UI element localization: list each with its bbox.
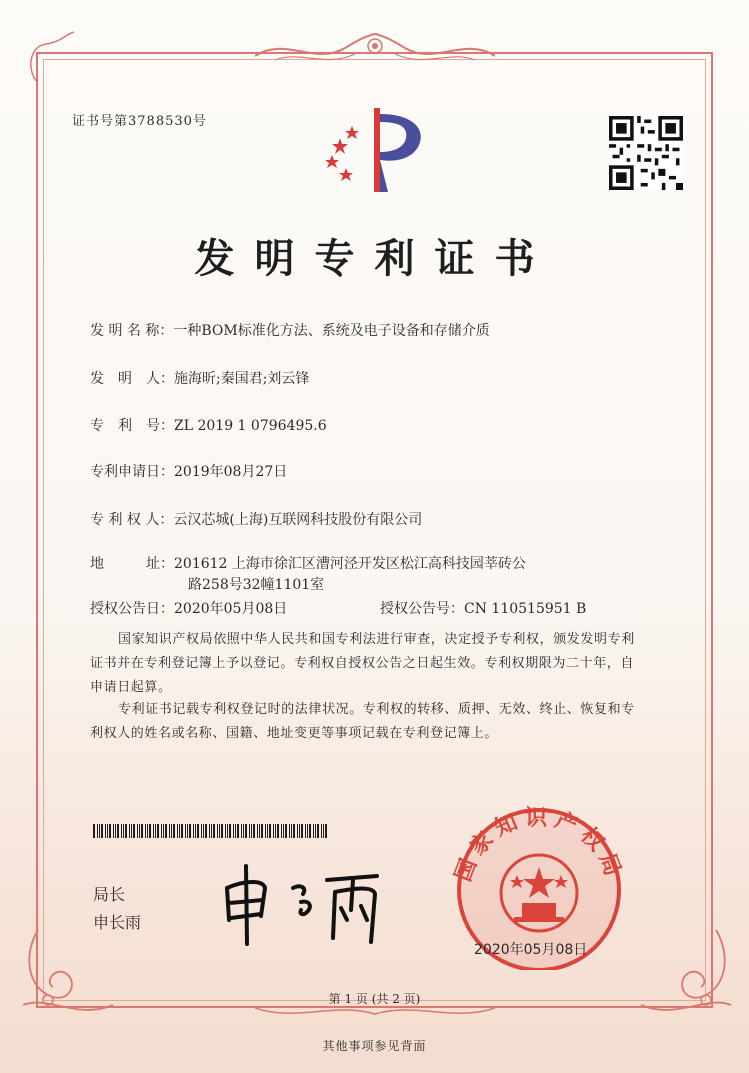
paragraph-1-line-2: 证书并在专利登记簿上予以登记。专利权自授权公告之日起生效。专利权期限为二十年，自	[90, 656, 635, 671]
paragraph-2-line-1: 专利证书记载专利权登记时的法律状况。专利权的转移、质押、无效、终止、恢复和专	[118, 702, 635, 717]
patentee-value: 云汉芯城(上海)互联网科技股份有限公司	[173, 512, 423, 528]
inventor-row	[90, 368, 309, 388]
invention-name-row	[90, 320, 490, 340]
grant-date-label: 授权公告日：	[90, 601, 174, 617]
grant-date-value: 2020年05月08日	[174, 601, 288, 617]
top-ornament	[255, 26, 495, 70]
corner-ornament-bottom-right	[636, 925, 736, 1025]
paragraph-1-line-3: 申请日起算。	[90, 680, 172, 695]
filing-date-row	[90, 461, 287, 481]
corner-ornament-bottom-left	[18, 925, 118, 1025]
grant-number-row	[380, 598, 586, 618]
paragraph-2	[90, 698, 670, 746]
patentee-row	[90, 509, 422, 529]
patent-office-logo	[318, 100, 438, 200]
document-title: 发明专利证书	[194, 236, 555, 282]
invention-name-value: 一种BOM标准化方法、系统及电子设备和存储介质	[173, 323, 490, 339]
paragraph-1	[90, 628, 670, 700]
filing-date-value: 2019年08月27日	[174, 464, 288, 480]
grant-date-row	[90, 598, 287, 618]
paragraph-1-line-1: 国家知识产权局依照中华人民共和国专利法进行审查，决定授予专利权，颁发发明专利	[118, 632, 635, 647]
seal-date: 2020年05月08日	[474, 942, 588, 958]
seal-text: 国家知识产权局	[450, 806, 628, 886]
inventor-value: 施海昕;秦国君;刘云锋	[174, 371, 310, 387]
corner-ornament-top-left	[16, 26, 76, 86]
patent-number-label: 专 利 号：	[90, 418, 174, 434]
footer-note: 其他事项参见背面	[322, 1039, 427, 1053]
patentee-label: 专 利 权 人：	[90, 512, 174, 528]
invention-name-label: 发 明 名 称：	[90, 323, 174, 339]
paragraph-2-line-2: 利权人的姓名或名称、国籍、地址变更等事项记载在专利登记簿上。	[90, 726, 499, 741]
qr-code	[609, 116, 683, 190]
filing-date-label: 专利申请日：	[90, 464, 174, 480]
director-title: 局长	[93, 885, 126, 904]
certificate-number: 证书号第3788530号	[72, 114, 207, 129]
address-line-2: 路258号32幢1101室	[188, 577, 325, 593]
address-row	[90, 553, 526, 573]
patent-number-value: ZL 2019 1 0796495.6	[174, 418, 327, 434]
patent-number-row	[90, 415, 327, 435]
grant-number-value: CN 110515951 B	[464, 601, 587, 617]
address-line-1: 201612 上海市徐汇区漕河泾开发区松江高科技园莘砖公	[174, 556, 526, 572]
barcode	[93, 824, 329, 838]
director-name: 申长雨	[93, 913, 142, 932]
inventor-label: 发 明 人：	[90, 371, 174, 387]
grant-number-label: 授权公告号：	[380, 601, 464, 617]
address-label: 地 址：	[90, 556, 174, 572]
page-number: 第 1 页 (共 2 页)	[328, 992, 421, 1006]
director-signature	[215, 858, 390, 948]
